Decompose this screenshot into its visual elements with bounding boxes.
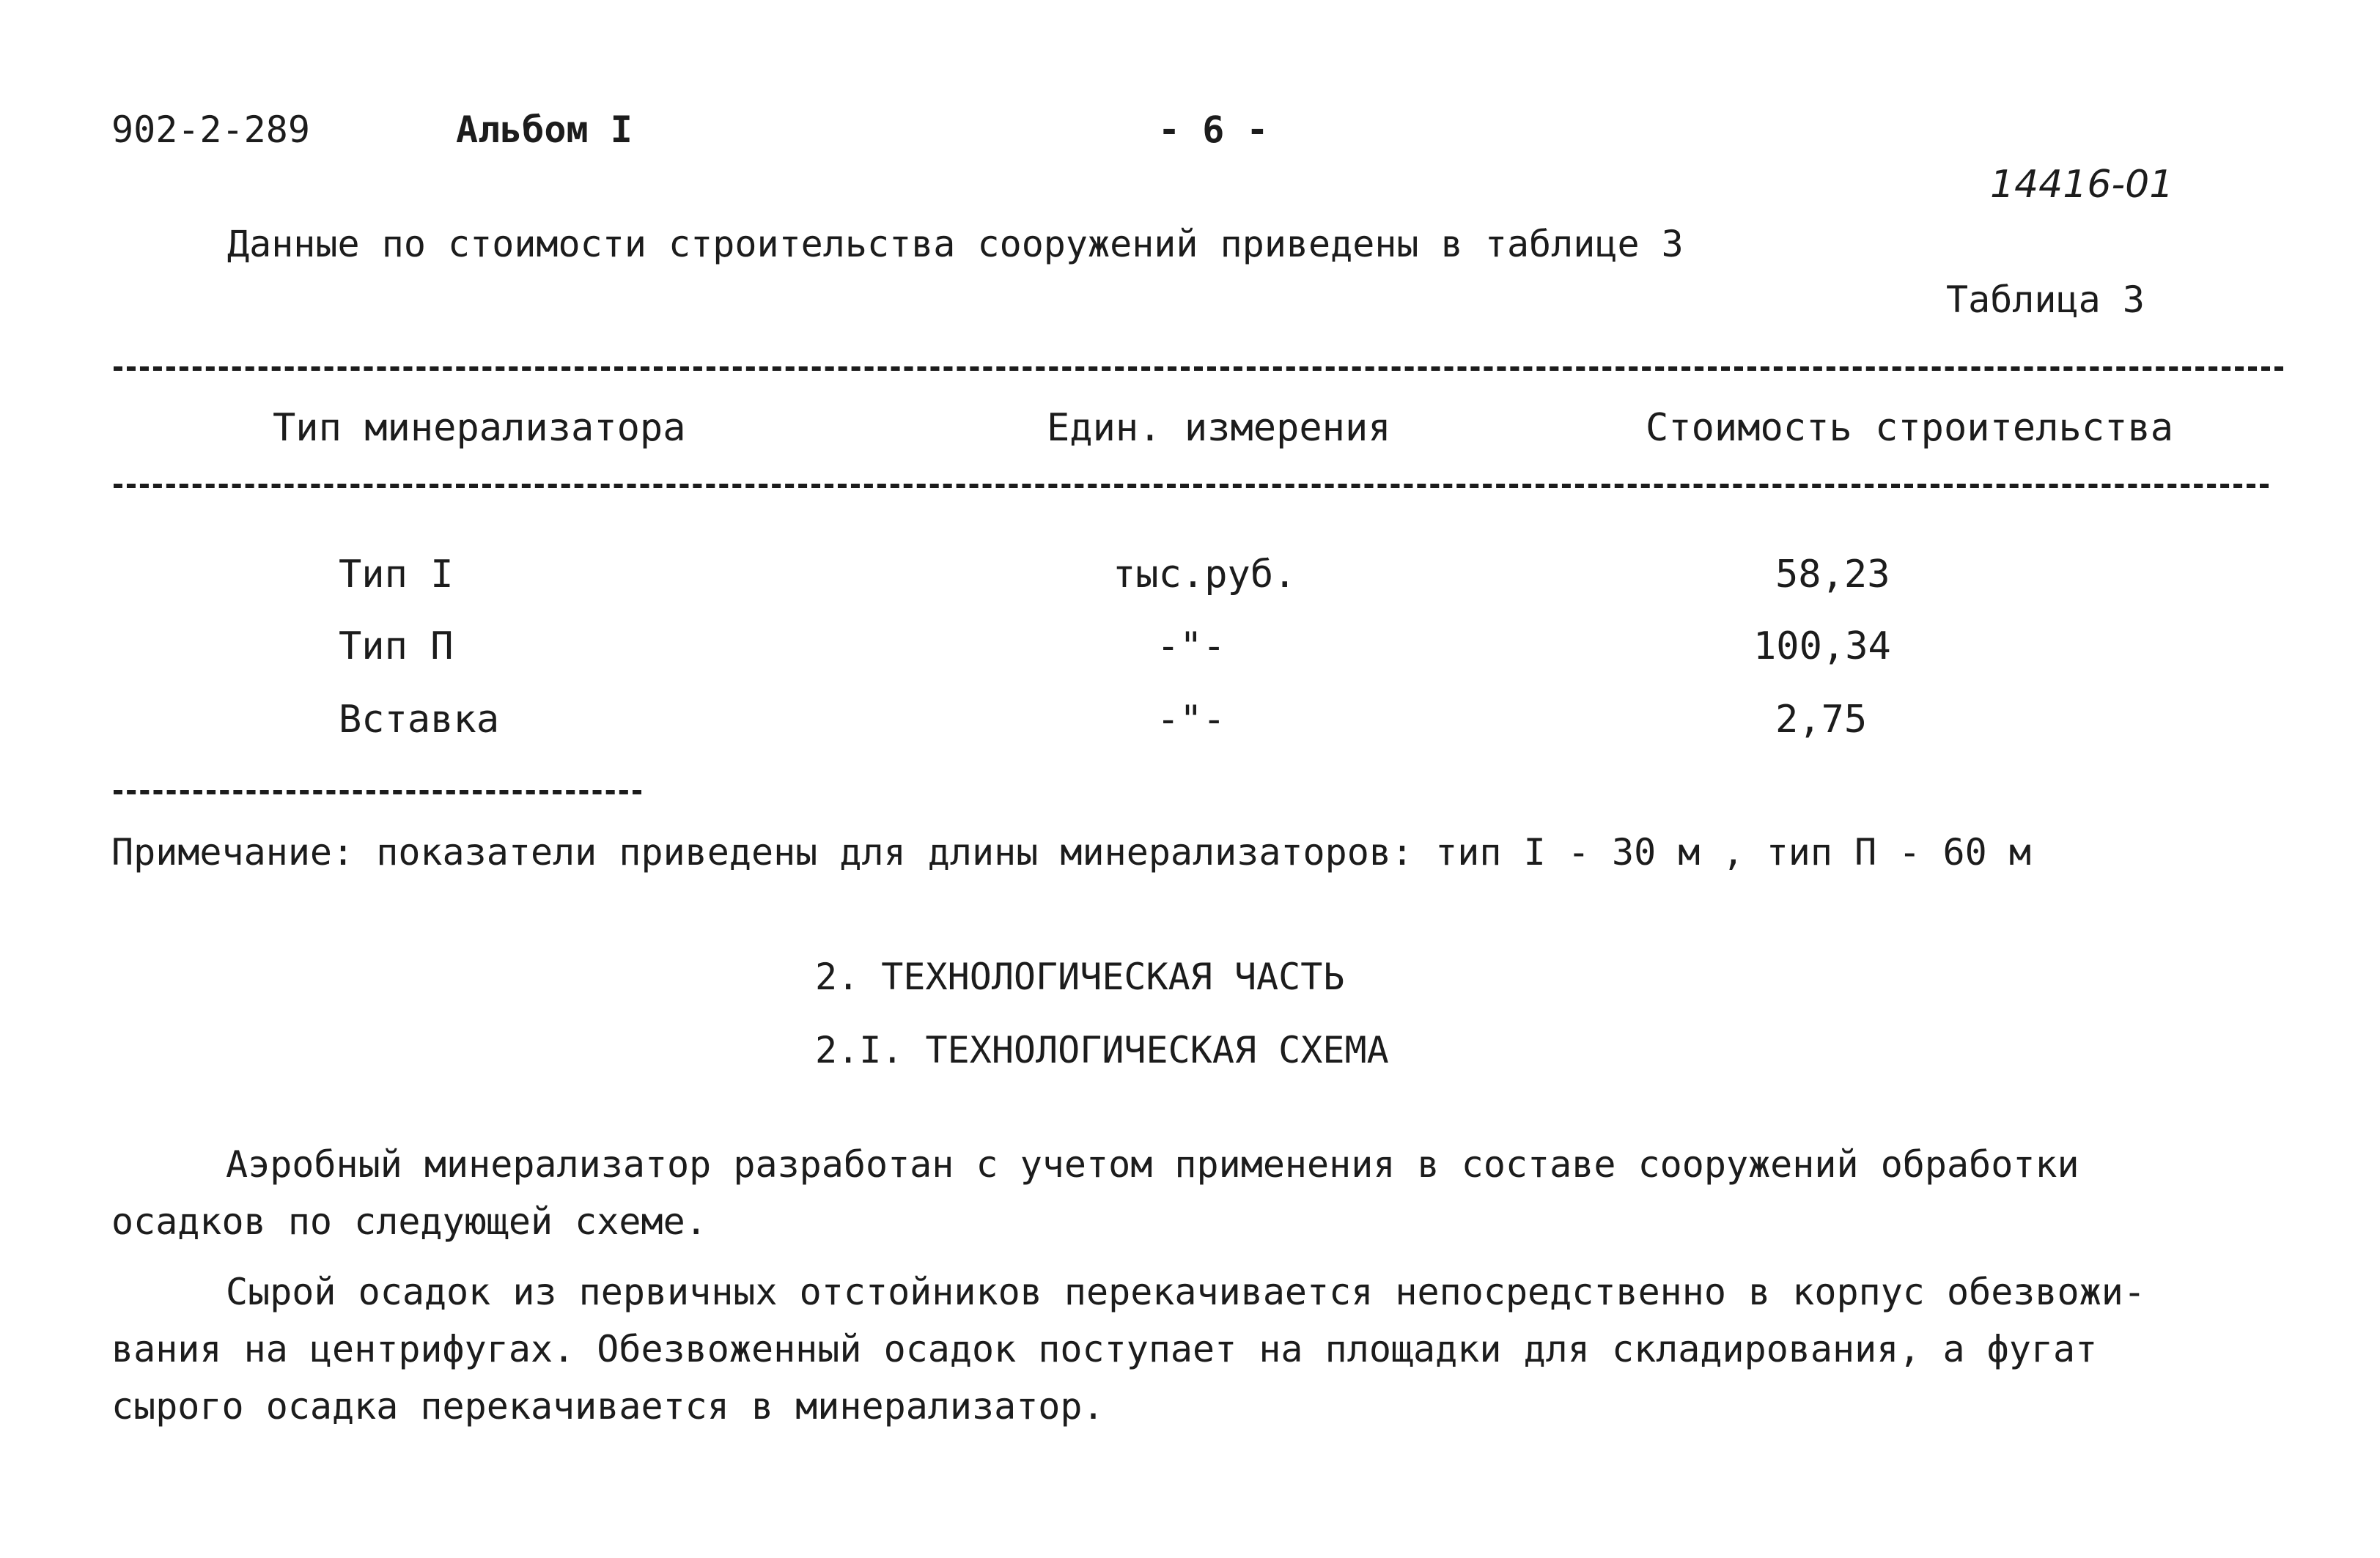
- paragraph-line: Аэробный минерализатор разработан с учетом применения в составе сооружений обработки: [226, 1143, 2079, 1186]
- paragraph-line: осадков по следующей схеме.: [111, 1200, 707, 1243]
- inventory-number: 14416-01: [1990, 163, 2174, 207]
- paragraph: [111, 1136, 2079, 1250]
- row-cost: 2,75: [1775, 698, 1868, 742]
- column-header-unit: Един. измерения: [1047, 406, 1391, 450]
- paragraph: [111, 1263, 2145, 1435]
- table-bottom-rule: [114, 790, 641, 794]
- table-top-rule: [114, 366, 2283, 371]
- row-unit: тыс.руб.: [1113, 553, 1297, 597]
- row-type: Тип I: [339, 553, 454, 597]
- row-unit: -"-: [1157, 698, 1226, 742]
- table-header-rule: [114, 484, 2269, 488]
- album-label: Альбом I: [456, 108, 633, 151]
- paragraph-line: Сырой осадок из первичных отстойников перекачивается непосредственно в корпус обезвожи-: [226, 1271, 2145, 1313]
- section-heading: 2. ТЕХНОЛОГИЧЕСКАЯ ЧАСТЬ: [815, 956, 1345, 998]
- row-cost: 100,34: [1753, 624, 1891, 668]
- row-type: Тип П: [339, 624, 454, 668]
- row-unit: -"-: [1157, 624, 1226, 668]
- column-header-type: Тип минерализатора: [273, 406, 686, 450]
- table-note: Примечание: показатели приведены для длины минерализаторов: тип I - 30 м , тип П - 60 м: [111, 831, 2031, 874]
- table-caption: Таблица 3: [1946, 278, 2145, 321]
- column-header-cost: Стоимость строительства: [1646, 406, 2174, 450]
- row-cost: 58,23: [1775, 553, 1890, 597]
- page-number: - 6 -: [1158, 108, 1269, 151]
- paragraph-line: сырого осадка перекачивается в минерализатор.: [111, 1385, 1105, 1428]
- row-type: Вставка: [339, 698, 500, 742]
- intro-text: Данные по стоимости строительства сооружений приведены в таблице 3: [227, 223, 1684, 265]
- document-code: 902-2-289: [111, 108, 310, 151]
- section-subheading: 2.I. ТЕХНОЛОГИЧЕСКАЯ СХЕМА: [815, 1029, 1389, 1071]
- paragraph-line: вания на центрифугах. Обезвоженный осадок поступает на площадки для складирования, а фугат: [111, 1328, 2098, 1370]
